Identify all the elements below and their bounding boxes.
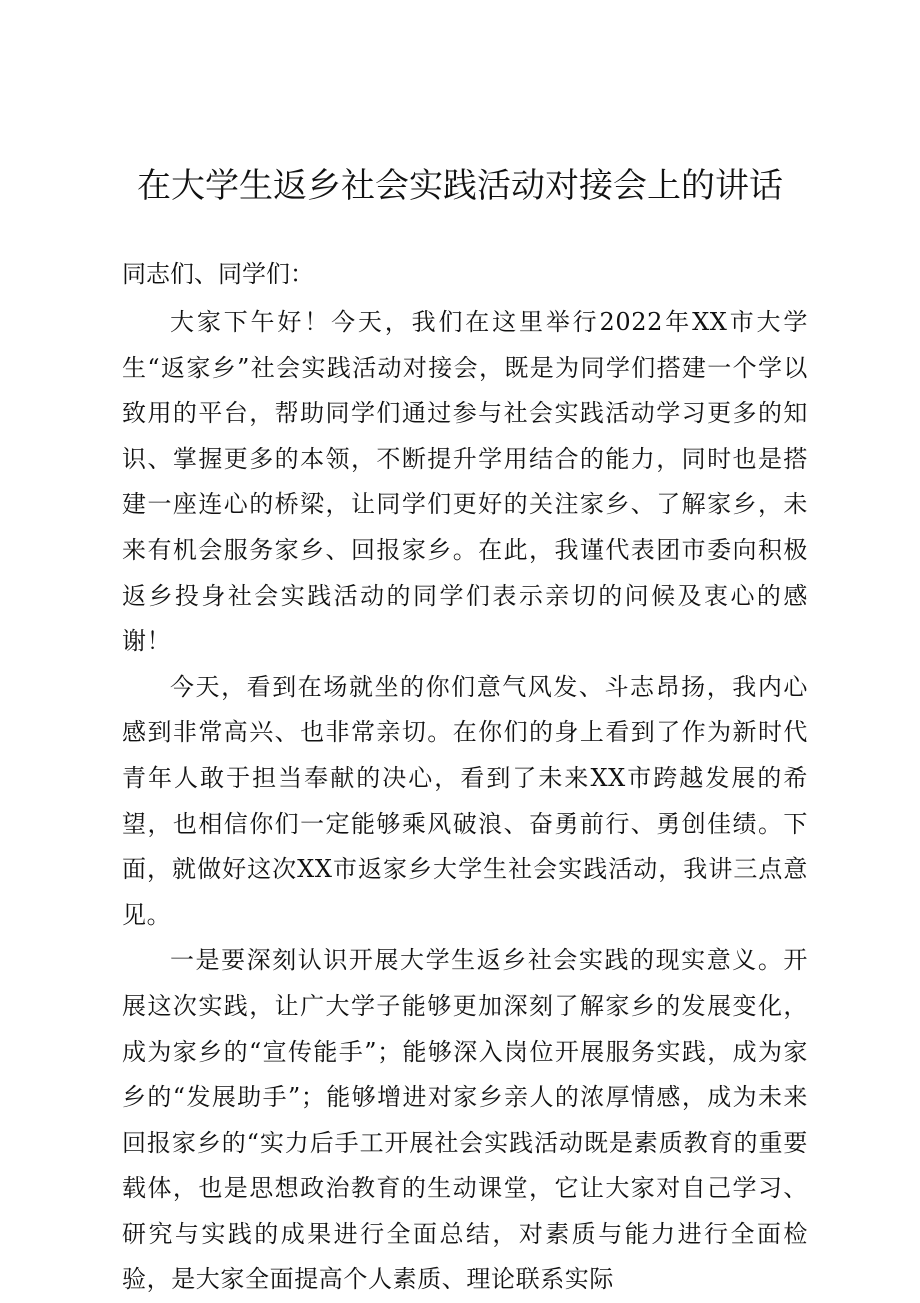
paragraph-encouragement: 今天，看到在场就坐的你们意气风发、斗志昂扬，我内心感到非常高兴、也非常亲切。在你们的身上看到了作为新时代青年人敢于担当奉献的决心，看到了未来XX市跨越发展的希望，也相信你们一定能够乘风破浪、奋勇前行、勇创佳绩。下面，就做好这次XX市返家乡大学生社会实践活动，我讲三点意见。 <box>122 672 808 929</box>
document-title: 在大学生返乡社会实践活动对接会上的讲话 <box>137 166 783 206</box>
greeting-line: 同志们、同学们： <box>122 260 314 288</box>
paragraph-point-one: 一是要深刻认识开展大学生返乡社会实践的现实意义。开展这次实践，让广大学子能够更加深刻了解家乡的发展变化，成为家乡的“宣传能手”；能够深入岗位开展服务实践，成为家乡的“发展助手”；能够增进对家乡亲人的浓厚情感，成为未来回报家乡的“实力后手工开展社会实践活动既是素质教育的重要载体，也是思想政治教育的生动课堂，它让大家对自己学习、研究与实践的成果进行全面总结，对素质与能力进行全面检验，是大家全面提高个人素质、理论联系实际 <box>122 946 808 1294</box>
speech-body <box>122 300 808 1303</box>
paragraph-opening: 大家下午好！今天，我们在这里举行2022年XX市大学生“返家乡”社会实践活动对接会，既是为同学们搭建一个学以致用的平台，帮助同学们通过参与社会实践活动学习更多的知识、掌握更多的本领，不断提升学用结合的能力，同时也是搭建一座连心的桥梁，让同学们更好的关注家乡、了解家乡，未来有机会服务家乡、回报家乡。在此，我谨代表团市委向积极返乡投身社会实践活动的同学们表示亲切的问候及衷心的感谢！ <box>122 308 808 656</box>
